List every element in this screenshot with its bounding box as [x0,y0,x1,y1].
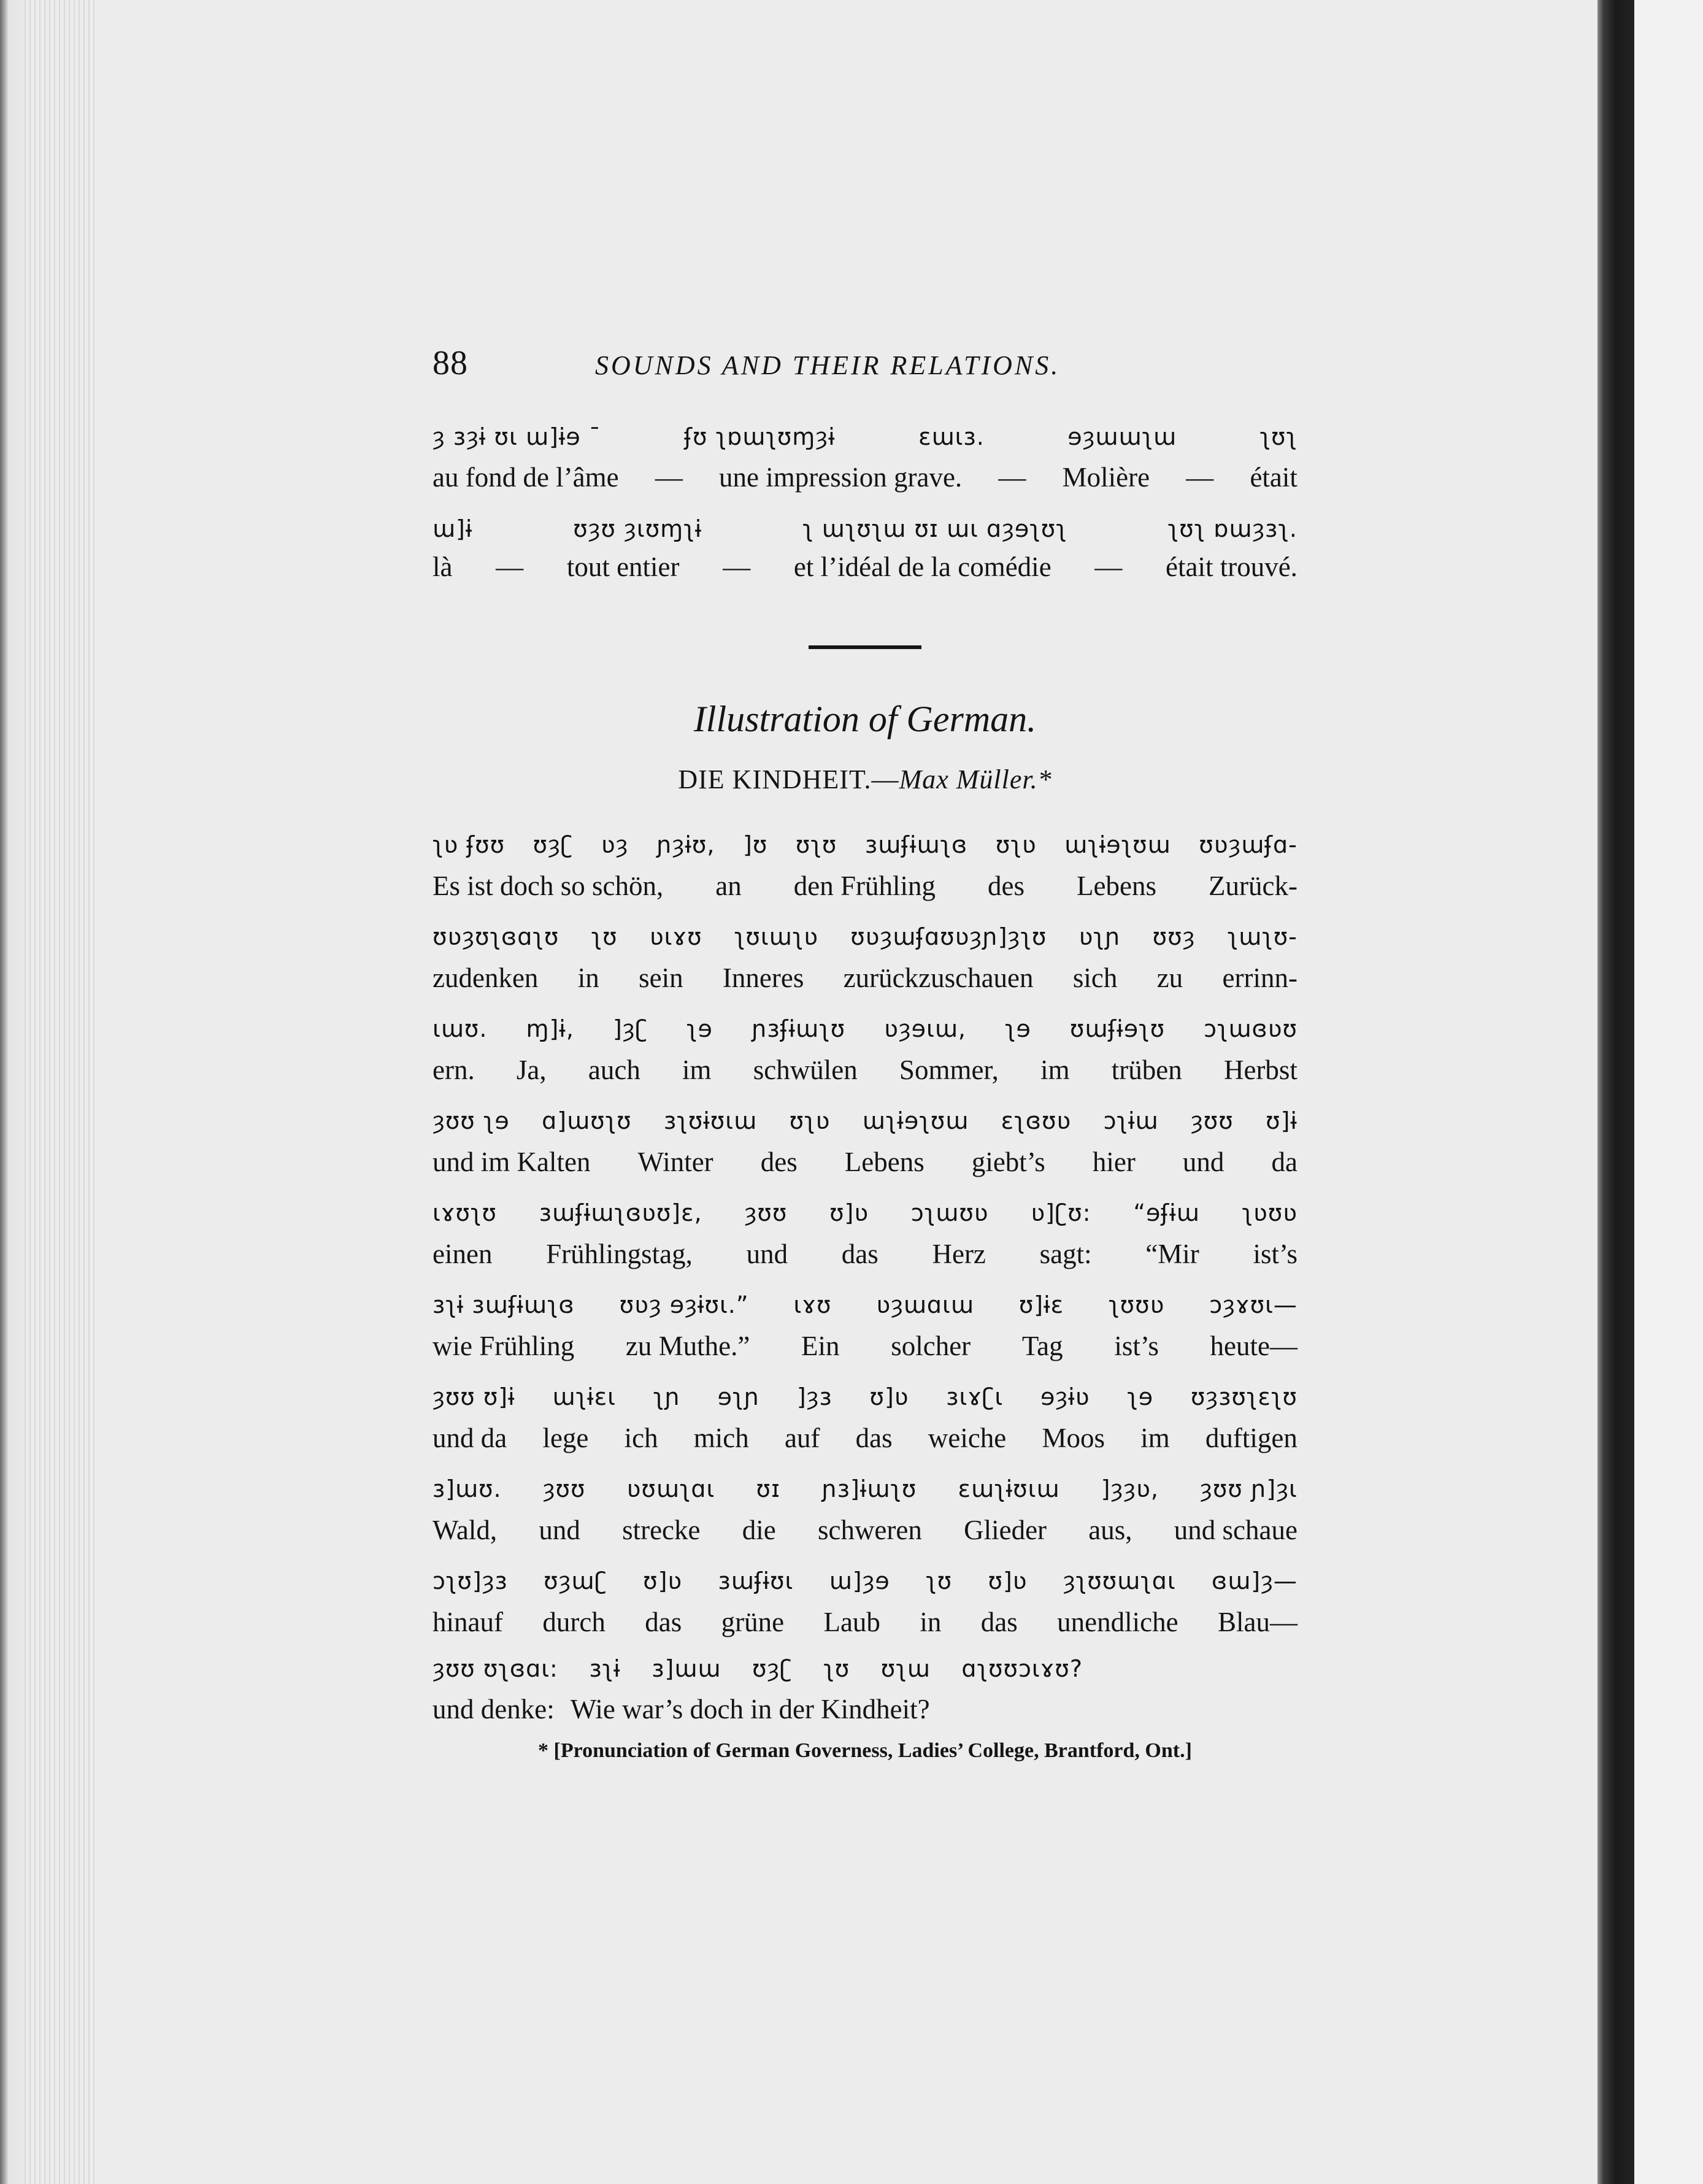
word: Lebens [1077,871,1156,901]
word: Sommer, [899,1055,999,1085]
text-line [432,1054,1297,1097]
word: sein [639,963,683,993]
phonetic-word: ʅʋ ʄʊʊ [432,831,506,858]
word: zurückzuschauen [843,963,1034,993]
phonetic-word: ʊʋȝɯʄɑʊʋȝɲ]ȝʅʊ [850,923,1047,950]
phonetic-word: ɛʅɞʊʋ [1001,1107,1072,1134]
phonetic-word: ɜ]ɯɯ [652,1655,721,1682]
word: den Frühling [793,871,936,901]
phonetic-line [432,1107,1297,1150]
word: da [1271,1147,1297,1177]
text-line [432,551,1297,594]
word: Ein [801,1331,840,1361]
phonetic-word: ɜɯʄɨɯʅɞ [864,831,968,858]
phonetic-word: ʊʋȝʊʅɞɑʅʊ [432,923,559,950]
word: heute— [1210,1331,1297,1361]
word: Herz [932,1239,986,1269]
phonetic-word: ɯ]ȝɘ [829,1567,890,1594]
phonetic-word: ʋɩɤʊ [649,923,702,950]
phonetic-line [432,423,1297,466]
phonetic-word: ɔʅɨɯ [1103,1107,1159,1134]
word: Zurück- [1209,871,1297,901]
word: auf [784,1423,820,1453]
phonetic-word: ʊʅʋ [995,831,1037,858]
phonetic-word: ɯʅɨɘʅʊɯ [862,1107,969,1134]
word: ist’s [1253,1239,1297,1269]
phonetic-word: ʊ]ʋ [988,1567,1028,1594]
phonetic-word: ʊȝʗ [532,831,574,858]
text-line [432,870,1297,913]
phonetic-word: ʅʊ [591,923,618,950]
word: Lebens [844,1147,925,1177]
word: hinauf [432,1607,503,1637]
word: trüben [1111,1055,1182,1085]
phonetic-word: ɲɜʄɨɯʅʊ [751,1015,846,1042]
word: grüne [721,1607,785,1637]
phonetic-word: ȝʊʊ ɲ]ȝɩ [1200,1475,1297,1502]
word: und im Kalten [432,1147,591,1177]
phonetic-word: ʄʊ ʅɒɯʅʊɱȝɨ [684,423,836,450]
phonetic-word: ɔʅʊ]ȝɜ [432,1567,508,1594]
phonetic-word: “ɘʄɨɯ [1133,1199,1200,1226]
poem-title [432,764,1297,795]
word: wie Frühling [432,1331,575,1361]
phonetic-word: ]ȝʗ [612,1015,648,1042]
phonetic-word: ʅɲ [653,1383,680,1410]
word: Blau— [1217,1607,1297,1637]
phonetic-word: ʊȝʗ [752,1655,793,1682]
phonetic-line [432,1291,1297,1334]
word: strecke [622,1515,701,1545]
facing-page-edge [1634,0,1703,2184]
phonetic-word: ʊʋȝ ɘȝɨʊɩ.” [619,1291,749,1318]
word: ich [624,1423,658,1453]
phonetic-line [432,1475,1297,1518]
phonetic-word: ʋ]ʗʊ: [1031,1199,1091,1226]
phonetic-word: ʋȝ [601,831,629,858]
word: und [1182,1147,1224,1177]
phonetic-word: ɜɯʄɨʊɩ [718,1567,794,1594]
word: durch [542,1607,605,1637]
text-line [432,1514,1297,1557]
phonetic-word: ]ȝȝʋ, [1101,1475,1159,1502]
word: und schaue [1174,1515,1297,1545]
word: Moos [1042,1423,1105,1453]
phonetic-word: ʊ]ʋ [869,1383,909,1410]
phonetic-word: ʊȝɯʗ [544,1567,607,1594]
phonetic-line [432,831,1297,874]
phonetic-word: ʋȝɯɑɩɯ [876,1291,974,1318]
phonetic-word: ʊ]ɨ [1266,1107,1297,1134]
phonetic-word: ȝʅʊʊɯʅɑɩ [1063,1567,1176,1594]
word: und [746,1239,788,1269]
text-line [432,1606,1297,1649]
phonetic-word: ɜɯʄɨɯʅɞʋʊ]ɛ, [539,1199,702,1226]
phonetic-word: ɑʅʊʊɔɩɤʊ? [961,1655,1083,1682]
phonetic-word: ʊȝʊ ȝɩʊɱʅɨ [573,515,702,542]
book-spine [1597,0,1634,2184]
word: et l’idéal de la comédie [793,552,1051,582]
page-edges [25,0,98,2184]
text-line [432,1422,1297,1465]
phonetic-line [432,1567,1297,1610]
phonetic-word: ʅʊ [926,1567,953,1594]
phonetic-word: ]ʊ [743,831,768,858]
word: weiche [928,1423,1007,1453]
word: Ja, [516,1055,547,1085]
word: — [496,552,524,582]
word: unendliche [1057,1607,1178,1637]
footnote: * [Pronunciation of German Governess, Ladies’ College, Brantford, Ont.] [538,1739,1192,1762]
phonetic-word: ɲɜ]ɨɯʅʊ [821,1475,917,1502]
phonetic-word: ʊɯʄɨɘʅʊ [1069,1015,1166,1042]
word: Wie war’s doch in der Kindheit? [570,1694,930,1725]
phonetic-line [432,1015,1297,1058]
text-line [432,962,1297,1005]
word: Inneres [722,963,804,993]
phonetic-word: ɯʅɨɛɩ [552,1383,616,1410]
page-header [432,344,1297,393]
phonetic-word: ɜʅɨ ɜɯʄɨɯʅɞ [432,1291,575,1318]
word: zudenken [432,963,539,993]
word: an [715,871,742,901]
word: — [1094,552,1123,582]
word: zu Muthe.” [625,1331,750,1361]
word: sagt: [1039,1239,1092,1269]
phonetic-word: ȝʊʊ ʅɘ [432,1107,510,1134]
word: in [577,963,599,993]
phonetic-word: ʅʊʅ [1259,423,1297,450]
word: tout entier [566,552,680,582]
phonetic-word: ʅɯʅʊ- [1227,923,1297,950]
phonetic-word: ɯ]ɨ [432,515,473,542]
phonetic-word: ɜʅɨ [589,1655,621,1682]
phonetic-word: ɩɤʊʅʊ [432,1199,497,1226]
page-number: 88 [432,344,468,382]
phonetic-word: ʋʊɯʅɑɩ [626,1475,715,1502]
phonetic-word: ʊʅɯ [880,1655,931,1682]
phonetic-word: ʅʊɩɯʅʋ [734,923,818,950]
phonetic-word: ʊʅʋ [789,1107,831,1134]
word: sich [1072,963,1118,993]
word: die [742,1515,776,1545]
word: errinn- [1222,963,1297,993]
poem-author: Max Müller.* [899,764,1052,794]
word: ist’s [1114,1331,1159,1361]
phonetic-line [432,923,1297,966]
phonetic-word: ɘȝɨʋ [1040,1383,1090,1410]
word: — [998,462,1026,493]
phonetic-word: ʊȝɜʊʅɛʅʊ [1190,1383,1297,1410]
word: Frühlingstag, [546,1239,693,1269]
phonetic-word: ɞɯ]ȝ— [1212,1567,1297,1594]
word: das [645,1607,682,1637]
phonetic-word: ɘȝɯɯʅɯ [1067,423,1177,450]
word: im [1040,1055,1070,1085]
phonetic-word: ʋȝɘɩɯ, [884,1015,966,1042]
phonetic-word: ʅɘ [1127,1383,1154,1410]
running-title: SOUNDS AND THEIR RELATIONS. [595,350,1061,380]
phonetic-word: ]ȝɜ [796,1383,832,1410]
word: là [432,552,453,582]
word: das [855,1423,893,1453]
phonetic-word: ȝʊʊ ʊ]ɨ [432,1383,515,1410]
word: das [980,1607,1018,1637]
word: Herbst [1223,1055,1297,1085]
word: schwülen [753,1055,858,1085]
text-line [432,1693,1297,1736]
word: einen [432,1239,493,1269]
word: hier [1092,1147,1136,1177]
word: und da [432,1423,507,1453]
word: était [1250,462,1297,493]
phonetic-word: ɛɯɩɜ. [918,423,985,450]
phonetic-word: ʊ]ʋ [643,1567,683,1594]
phonetic-word: ɜ]ɯʊ. [432,1475,502,1502]
phonetic-word: ȝʊʊ [744,1199,788,1226]
word: das [841,1239,878,1269]
phonetic-word: ʊʊȝ [1152,923,1196,950]
word: Tag [1021,1331,1063,1361]
phonetic-line [432,1383,1297,1426]
phonetic-word: ȝ ɜȝɨ ʊɩ ɯ]ɨɘ ˉ [432,423,601,450]
phonetic-word: ɜʅʊɨʊɩɯ [664,1107,758,1134]
word: zu [1156,963,1183,993]
phonetic-word: ɲȝɨʊ, [656,831,715,858]
phonetic-word: ʊʋȝɯʄɑ- [1199,831,1297,858]
phonetic-word: ʅʋʊʋ [1242,1199,1297,1226]
phonetic-word: ɔʅɯɞʋʊ [1204,1015,1297,1042]
phonetic-word: ʊʅʊ [795,831,837,858]
text-line [432,1146,1297,1189]
word: — [723,552,751,582]
phonetic-word: ʋʅɲ [1078,923,1121,950]
phonetic-word: ʅʊ [823,1655,850,1682]
word: im [682,1055,712,1085]
word: schweren [817,1515,922,1545]
section-title: Illustration of German. [693,699,1037,739]
word: — [655,462,683,493]
word: lege [542,1423,589,1453]
word: des [760,1147,798,1177]
word: solcher [891,1331,971,1361]
phonetic-word: ɩɤʊ [793,1291,832,1318]
phonetic-word: ɱ]ɨ, [526,1015,574,1042]
phonetic-word: ɩɯʊ. [432,1015,488,1042]
word: und [539,1515,580,1545]
phonetic-word: ʅ ɯʅʊʅɯ ʊɪ ɯɩ ɑȝɘʅʊʅ [802,515,1067,542]
word: une impression grave. [719,462,963,493]
phonetic-word: ɘʅɲ [717,1383,760,1410]
phonetic-word: ɑ]ɯʊʅʊ [542,1107,632,1134]
word: était trouvé. [1166,552,1297,582]
poem-name: DIE KINDHEIT.— [678,764,899,794]
phonetic-word: ʅʊʊʋ [1109,1291,1165,1318]
phonetic-word: ʊɪ [756,1475,781,1502]
text-line [432,461,1297,504]
phonetic-word: ȝʊʊ [542,1475,586,1502]
word: giebt’s [971,1147,1045,1177]
word: aus, [1088,1515,1132,1545]
word: im [1140,1423,1170,1453]
phonetic-word: ʊ]ɨɛ [1018,1291,1064,1318]
phonetic-word: ʅɘ [686,1015,713,1042]
phonetic-word: ʅʊʅ ɒɯȝɜʅ. [1167,515,1297,542]
word: Molière [1062,462,1150,493]
word: Wald, [432,1515,498,1545]
section-divider [809,645,921,649]
word: auch [588,1055,640,1085]
word: und denke: [432,1694,555,1725]
word: mich [693,1423,749,1453]
phonetic-word: ʅɘ [1004,1015,1031,1042]
word: des [988,871,1025,901]
phonetic-word: ɯʅɨɘʅʊɯ [1064,831,1171,858]
word: Glieder [964,1515,1047,1545]
phonetic-word: ʊ]ʋ [829,1199,869,1226]
phonetic-word: ɔȝɤʊɩ— [1209,1291,1297,1318]
phonetic-word: ȝʊʊ ʊʅɞɑɩ: [432,1655,558,1682]
word: Winter [637,1147,713,1177]
word: — [1186,462,1214,493]
word: “Mir [1145,1239,1199,1269]
phonetic-word: ɔʅɯʊʋ [910,1199,989,1226]
phonetic-line [432,1655,1083,1698]
word: Laub [823,1607,880,1637]
text-line [432,1330,1297,1373]
word: in [920,1607,942,1637]
word: Es ist doch so schön, [432,871,664,901]
word: duftigen [1205,1423,1297,1453]
phonetic-word: ɜɩɤʗɩ [946,1383,1004,1410]
word: ern. [432,1055,475,1085]
phonetic-word: ɛɯʅɨʊɩɯ [958,1475,1060,1502]
phonetic-line [432,1199,1297,1242]
text-line [432,1238,1297,1281]
phonetic-word: ȝʊʊ [1190,1107,1234,1134]
word: au fond de l’âme [432,462,619,493]
